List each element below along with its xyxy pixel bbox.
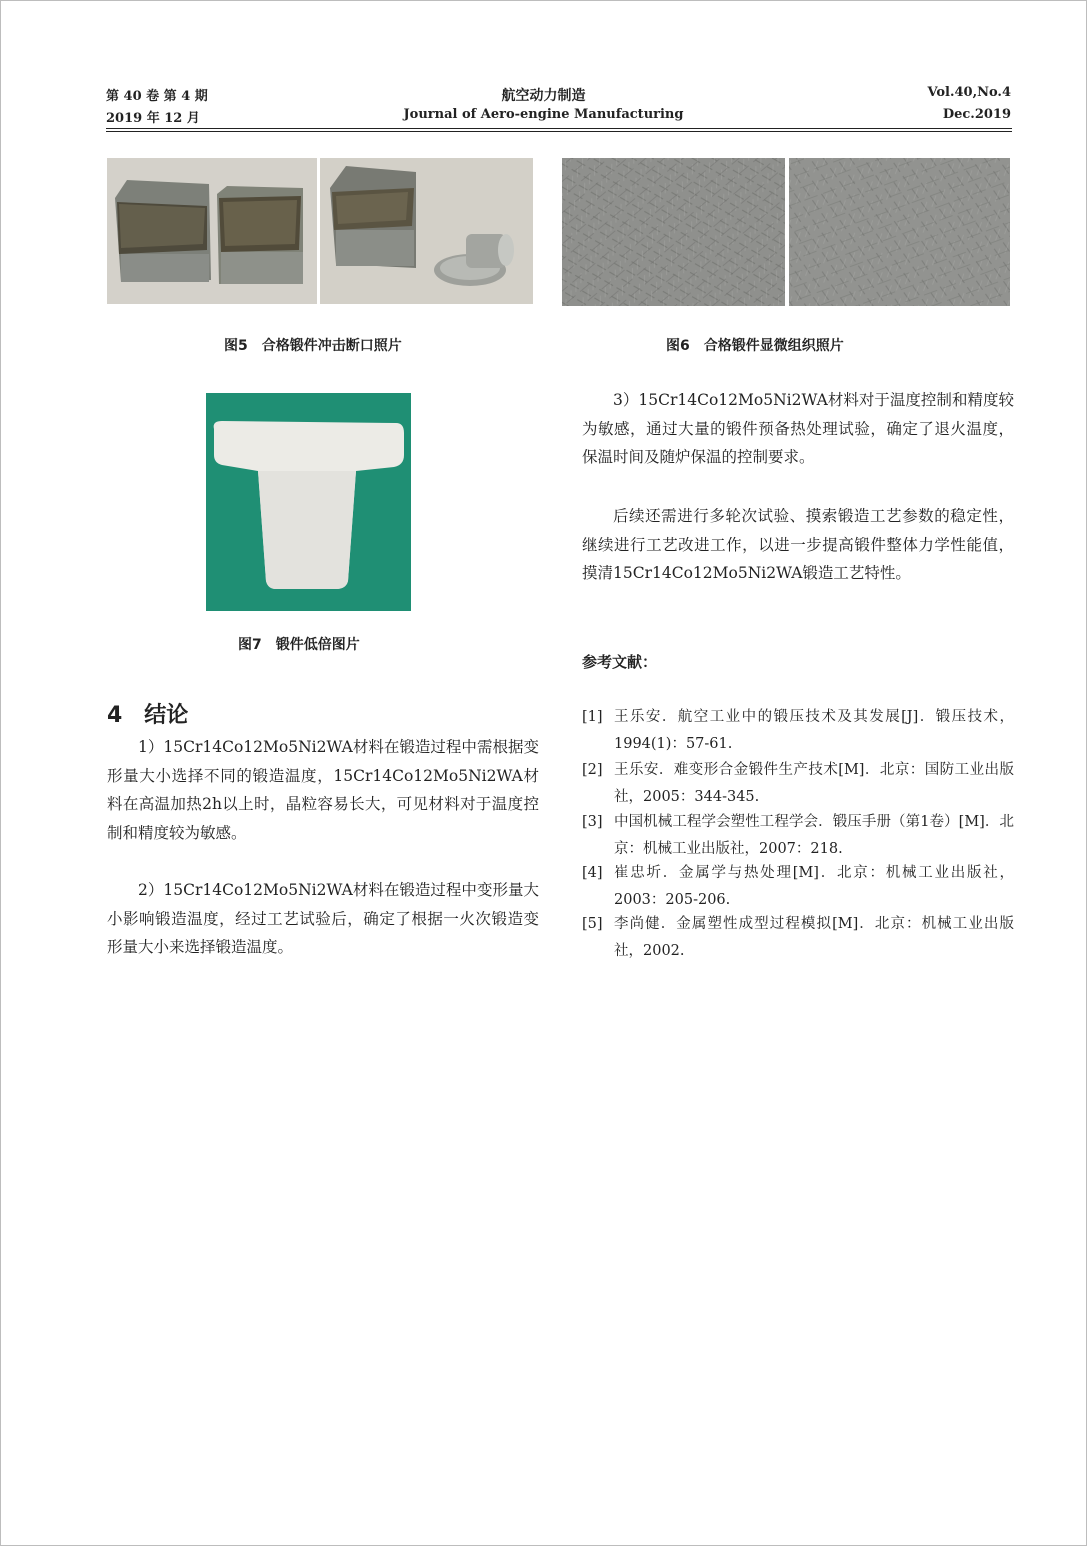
microstructure-image-right [789, 158, 1010, 306]
references-title: 参考文献： [582, 653, 658, 671]
fig5-caption: 图5 合格锻件冲击断口照片 [224, 338, 402, 354]
conclusion-paragraph-4: 后续还需进行多轮次试验、摸索锻造工艺参数的稳定性，继续进行工艺改进工作，以进一步提高锻件整体力学性能值，摸清15Cr14Co12Mo5Ni2WA锻造工艺特性。 [582, 507, 1014, 582]
reference-text: 王乐安．航空工业中的锻压技术及其发展[J]．锻压技术，1994(1)：57-61. [614, 709, 1014, 752]
fracture-specimens-image [107, 158, 317, 304]
fracture-pin-image [320, 158, 533, 304]
header-rule-thin [106, 131, 1012, 132]
reference-number: [3] [582, 814, 603, 830]
section-heading: 4 结论 [107, 703, 189, 728]
fig7-caption: 图7 锻件低倍图片 [238, 637, 360, 653]
reference-number: [4] [582, 865, 603, 881]
fig6-photo-left [562, 158, 785, 306]
microstructure-image-left [562, 158, 785, 306]
reference-text: 崔忠圻．金属学与热处理[M]．北京：机械工业出版社，2003：205-206. [614, 865, 1014, 908]
reference-number: [2] [582, 762, 603, 778]
reference-text: 中国机械工程学会塑性工程学会．锻压手册（第1卷）[M]．北京：机械工业出版社，2007：218. [614, 814, 1014, 857]
forging-macro-image [206, 393, 411, 611]
journal-title-cn: 航空动力制造 [501, 88, 586, 104]
reference-item [582, 860, 1014, 913]
fig6-caption: 图6 合格锻件显微组织照片 [666, 338, 844, 354]
reference-number: [5] [582, 916, 603, 932]
reference-item [582, 911, 1014, 964]
conclusion-paragraph-3: 3）15Cr14Co12Mo5Ni2WA材料对于温度控制和精度较为敏感，通过大量的锻件预备热处理试验，确定了退火温度，保温时间及随炉保温的控制要求。 [582, 391, 1014, 466]
conclusion-paragraph-2: 2）15Cr14Co12Mo5Ni2WA材料在锻造过程中变形量大小影响锻造温度，经过工艺试验后，确定了根据一火次锻造变形量大小来选择锻造温度。 [107, 881, 539, 956]
reference-item [582, 757, 1014, 810]
fig5-photo-left [107, 158, 317, 304]
journal-title-en: Journal of Aero-engine Manufacturing [403, 107, 684, 122]
reference-number: [1] [582, 709, 603, 725]
reference-text: 李尚健．金属塑性成型过程模拟[M]．北京：机械工业出版社，2002. [614, 916, 1014, 959]
reference-item [582, 809, 1014, 862]
publication-date: 2019 年 12 月 [106, 111, 200, 126]
fig7-photo [206, 393, 411, 611]
fig5-photo-right [320, 158, 533, 304]
date-en: Dec.2019 [942, 107, 1011, 122]
reference-text: 王乐安．难变形合金锻件生产技术[M]．北京：国防工业出版社，2005：344-345. [614, 762, 1014, 805]
conclusion-paragraph-1: 1）15Cr14Co12Mo5Ni2WA材料在锻造过程中需根据变形量大小选择不同的锻造温度，15Cr14Co12Mo5Ni2WA材料在高温加热2h以上时，晶粒容易长大，可见材料对于温度控制和精度较为敏感。 [107, 738, 539, 842]
fig6-photo-right [789, 158, 1010, 306]
volume-issue-en: Vol.40,No.4 [927, 85, 1011, 100]
volume-issue: 第 40 卷 第 4 期 [106, 89, 208, 104]
reference-item [582, 704, 1014, 757]
header-rule [106, 128, 1012, 129]
